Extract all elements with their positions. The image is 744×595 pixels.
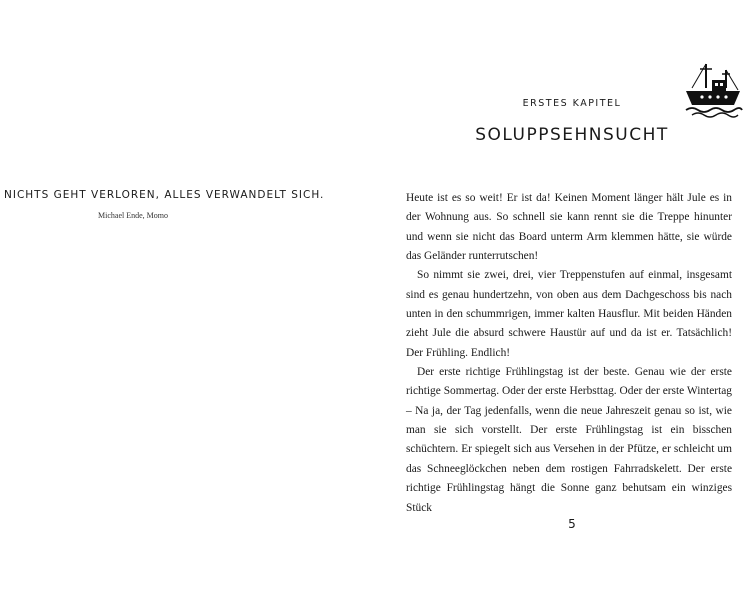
right-page [372, 0, 744, 595]
epigraph-quote: NICHTS GEHT VERLOREN, ALLES VERWANDELT SICH. [4, 189, 325, 201]
paragraph: Der erste richtige Frühlingstag ist der beste. Genau wie der erste richtige Sommertag. Oder der erste Herbsttag. Oder der erste Wintertag – Na ja, der Tag jedenfalls, wenn die neue Jahreszeit genau so ist, wie man sie sich vorstellt. Der erste Frühlingstag ist ein bisschen schüchtern. Er spiegelt sich aus Versehen in der Pfütze, er schleicht um das Schneeglöckchen neben dem rostigen Fahrradskelett. Der erste richtige Frühlingstag hängt die Sonne ganz behutsam ein winziges Stück [406, 366, 732, 514]
fishing-boat-icon [682, 58, 744, 120]
chapter-title: SOLUPPSEHNSUCHT [475, 125, 669, 145]
paragraph: Heute ist es so weit! Er ist da! Keinen Moment länger hält Jule es in der Wohnung aus. So schnell sie kann rennt sie die Treppe hinunter und wenn sie nicht das Board unterm Arm klemmen hätte, sie würde das Geländer runterrutschen! [406, 192, 732, 263]
chapter-label: ERSTES KAPITEL [522, 98, 622, 109]
epigraph-source: Michael Ende, Momo [98, 211, 168, 220]
chapter-body-text [406, 189, 732, 518]
page-number: 5 [568, 517, 576, 531]
paragraph: So nimmt sie zwei, drei, vier Treppenstufen auf einmal, insgesamt sind es genau hundertzehn, von oben aus dem Dachgeschoss bis nach unten in den schummrigen, immer kalten Hausflur. Mit beiden Händen zieht Jule die absurd schwere Haustür auf und da ist er. Tatsächlich! Der Frühling. Endlich! [406, 269, 732, 359]
